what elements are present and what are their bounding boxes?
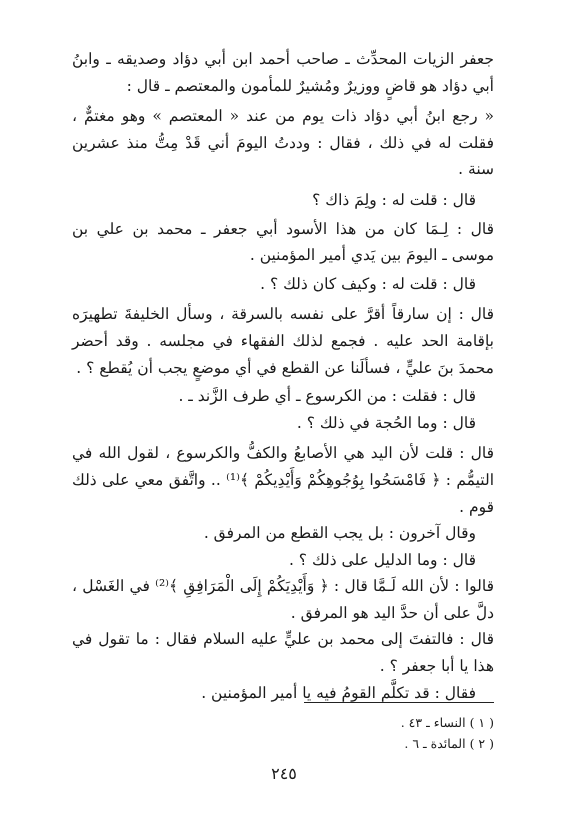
paragraph-dialogue: قال : قلت له : وكيف كان ذلك ؟ . <box>260 274 476 293</box>
paragraph-dialogue: قالوا : لأن الله لَـمَّا قال : ﴿ وَأَيْدِيَكُمْ إِلَى الْمَرَافِقِ ﴾⁽²⁾ في الغَسْل ، دلَّ على أن حدَّ اليد هو المرفق . <box>72 577 494 622</box>
footnote-1: ( ١ ) النساء ـ ٤٣ . <box>400 715 494 730</box>
paragraph-dialogue: قال : وما الدليل على ذلك ؟ . <box>288 550 476 569</box>
paragraph-dialogue: وقال آخرون : بل يجب القطع من المرفق . <box>203 524 476 543</box>
paragraph-intro: جعفر الزيات المحدِّث ـ صاحب أحمد ابن أبي دؤاد وصديقه ـ وابنُ أبي دؤاد هو قاضٍ ووزيرٌ ومُشيرٌ للمأمون والمعتصم ـ قال : <box>72 50 494 95</box>
paragraph-dialogue: قال : لِـمَا كان من هذا الأسود أبي جعفر ـ محمد بن علي بن موسى ـ اليومَ بين يَدي أمير المؤمنين . <box>72 219 494 265</box>
footnotes <box>401 712 494 754</box>
paragraph-dialogue: قال : قلت له : ولِمَ ذاك ؟ <box>312 190 476 209</box>
paragraph-dialogue: قال : قلت لأن اليد هي الأصابعُ والكفُّ والكرسوع ، لقول الله في التيمُّم : ﴿ فَامْسَحُوا بِوُجُوهِكُمْ وَأَيْدِيكُمْ ﴾⁽¹⁾ .. واتَّفق معي على ذلك قوم . <box>72 444 494 516</box>
paragraph-dialogue: قال : فالتفتَ إلى محمد بن عليٍّ عليه السلام فقال : ما تقول في هذا يا أبا جعفر ؟ . <box>72 630 495 676</box>
paragraph-dialogue: قال : فقلت : من الكرسوع ـ أي طرف الزَّند ـ . <box>178 387 476 406</box>
paragraph-dialogue: قال : وما الحُجة في ذلك ؟ . <box>296 413 476 432</box>
paragraph-dialogue: فقال : قد تكلَّم القومُ فيه يا أمير المؤمنين . <box>201 683 476 702</box>
footnote-divider <box>304 702 494 703</box>
paragraph-quote-start: « رجع ابنُ أبي دؤاد ذات يوم من عند « المعتصم » وهو مغتمٌّ ، فقلت له في ذلك ، فقال : وددتُ اليومَ أني قَدْ مِتُّ منذ عشرين سنة . <box>72 107 494 179</box>
page-number: ٢٤٥ <box>271 764 297 783</box>
paragraph-dialogue: قال : إن سارقاً أقرَّ على نفسه بالسرقة ، وسأل الخليفةَ تطهيرَه بإقامة الحد عليه . فجمع لذلك الفقهاء في مجلسه . وقد أحضر محمدَ بنَ عليٍّ ، فسألَنا عن القطع في أي موضعٍ يجب أن يُقطع ؟ . <box>72 305 494 377</box>
footnote-2: ( ٢ ) المائدة ـ ٦ . <box>404 736 494 751</box>
main-text <box>72 46 494 706</box>
